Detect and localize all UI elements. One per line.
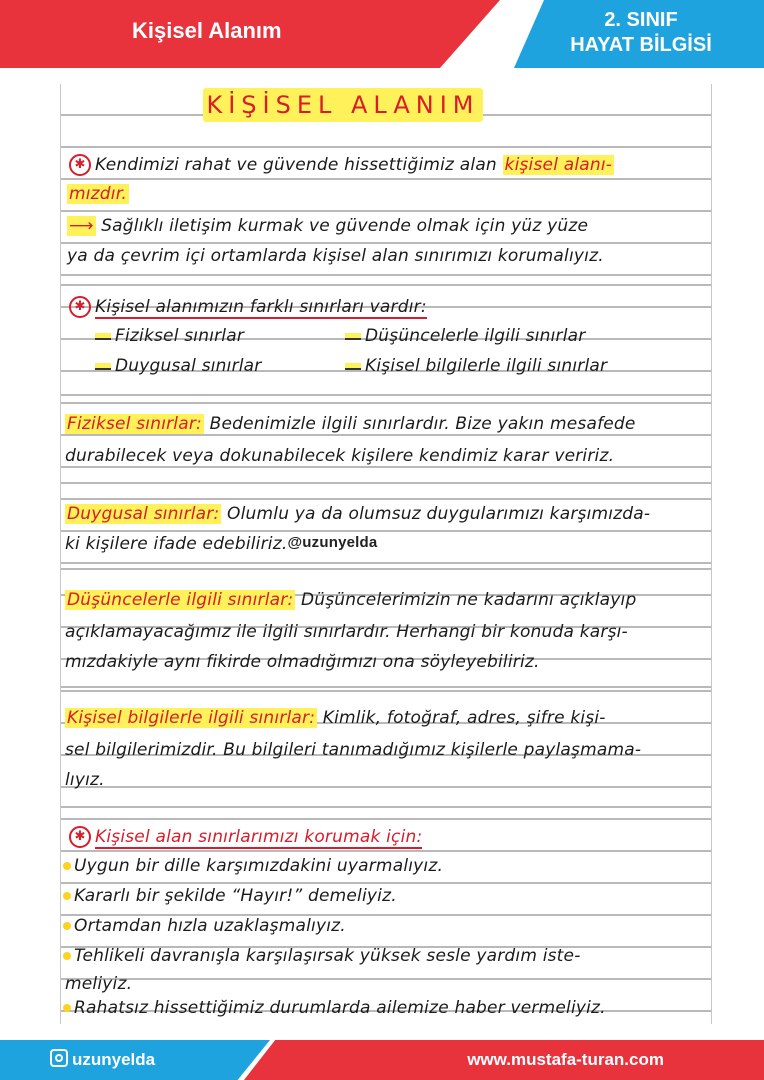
personal-info-term: Kişisel bilgilerle ilgili sınırlar: <box>67 708 316 728</box>
thoughts-line-2: açıklamayacağımız ile ilgili sınırlardır. Herhangi bir konuda karşı- <box>65 622 628 642</box>
intro-text: Kendimizi rahat ve güvende hissettiğimiz alan <box>95 155 497 175</box>
protect-item: Kararlı bir şekilde “Hayır!” demeliyiz. <box>63 886 397 906</box>
protect-item: Rahatsız hissettiğimiz durumlarda ailemize haber vermeliyiz. <box>63 998 606 1018</box>
dash-bullet-icon <box>345 333 361 340</box>
protect-item: Tehlikeli davranışla karşılaşırsak yüksek sesle yardım iste- <box>63 946 581 966</box>
thoughts-term: Düşüncelerle ilgili sınırlar: <box>67 590 294 610</box>
boundaries-heading: Kişisel alanımızın farklı sınırları vardır: <box>95 297 427 317</box>
dot-bullet-icon <box>63 892 71 900</box>
intro-line <box>69 154 614 176</box>
dash-bullet-icon <box>95 333 111 340</box>
dash-bullet-icon <box>345 363 361 370</box>
section-divider <box>61 806 711 808</box>
dot-bullet-icon <box>63 862 71 870</box>
protect-heading: Kişisel alan sınırlarımızı korumak için: <box>95 827 423 847</box>
section-divider <box>61 284 711 286</box>
section-divider <box>61 686 711 688</box>
dot-bullet-icon <box>63 922 71 930</box>
emotional-line-2: ki kişilere ifade edebiliriz. @uzunyelda <box>65 534 378 554</box>
intro-line-2 <box>67 184 129 204</box>
boundary-item: Fiziksel sınırlar <box>95 326 244 346</box>
lined-notebook-page <box>60 84 712 1024</box>
dot-bullet-icon <box>63 952 71 960</box>
star-bullet-icon: ✱ <box>69 826 91 848</box>
physical-term: Fiziksel sınırlar: <box>67 414 202 434</box>
physical-line-1: Fiziksel sınırlar: Bedenimizle ilgili sınırlardır. Bize yakın mesafede <box>67 414 636 434</box>
notes-title: KİŞİSEL ALANIM <box>206 91 480 119</box>
arrow-text-1: Sağlıklı iletişim kurmak ve güvende olmak için yüz yüze <box>101 216 589 236</box>
grade-line-1: 2. SINIF <box>604 9 678 31</box>
star-bullet-icon: ✱ <box>69 154 91 176</box>
intro-term-b: mızdır. <box>69 184 127 204</box>
boundary-item: Düşüncelerle ilgili sınırlar <box>345 326 585 346</box>
section-divider <box>61 394 711 396</box>
dash-bullet-icon <box>95 363 111 370</box>
footer-website: www.mustafa-turan.com <box>467 1050 664 1069</box>
emotional-term: Duygusal sınırlar: <box>67 504 220 524</box>
intro-term-a: kişisel alanı- <box>504 155 613 175</box>
grade-label <box>546 8 736 58</box>
instagram-watermark: @uzunyelda <box>287 534 378 551</box>
footer-instagram <box>50 1049 155 1070</box>
emotional-line-1: Duygusal sınırlar: Olumlu ya da olumsuz duygularımızı karşımızda- <box>67 504 651 524</box>
personal-info-line-3: lıyız. <box>65 770 105 790</box>
protect-item: Uygun bir dille karşımızdakini uyarmalıyız. <box>63 856 443 876</box>
section-divider <box>61 482 711 484</box>
personal-info-line-1: Kişisel bilgilerle ilgili sınırlar: Kimlik, fotoğraf, adres, şifre kişi- <box>67 708 606 728</box>
thoughts-line-3: mızdakiyle aynı fikirde olmadığımızı ona söyleyebiliriz. <box>65 652 540 672</box>
boundaries-heading-line <box>69 296 427 318</box>
boundary-item: Duygusal sınırlar <box>95 356 262 376</box>
protect-item: Ortamdan hızla uzaklaşmalıyız. <box>63 916 346 936</box>
instagram-handle: uzunyelda <box>72 1050 156 1069</box>
protect-item-continued: meliyiz. <box>65 974 133 994</box>
page-title: Kişisel Alanım <box>132 18 282 43</box>
dot-bullet-icon <box>63 1004 71 1012</box>
protect-heading-line <box>69 826 422 848</box>
section-divider <box>61 568 711 570</box>
boundary-item: Kişisel bilgilerle ilgili sınırlar <box>345 356 607 376</box>
arrow-line-2: ya da çevrim içi ortamlarda kişisel alan sınırımızı korumalıyız. <box>67 246 604 266</box>
personal-info-line-2: sel bilgilerimizdir. Bu bilgileri tanımadığımız kişilerle paylaşmama- <box>65 740 642 760</box>
star-bullet-icon: ✱ <box>69 296 91 318</box>
arrow-icon: ⟶ <box>69 216 94 236</box>
physical-line-2: durabilecek veya dokunabilecek kişilere kendimiz karar veririz. <box>65 446 615 466</box>
thoughts-line-1: Düşüncelerle ilgili sınırlar: Düşüncelerimizin ne kadarını açıklayıp <box>67 590 637 610</box>
instagram-icon <box>50 1049 68 1067</box>
grade-line-2: HAYAT BİLGİSİ <box>570 34 712 56</box>
arrow-line-1 <box>67 216 588 236</box>
